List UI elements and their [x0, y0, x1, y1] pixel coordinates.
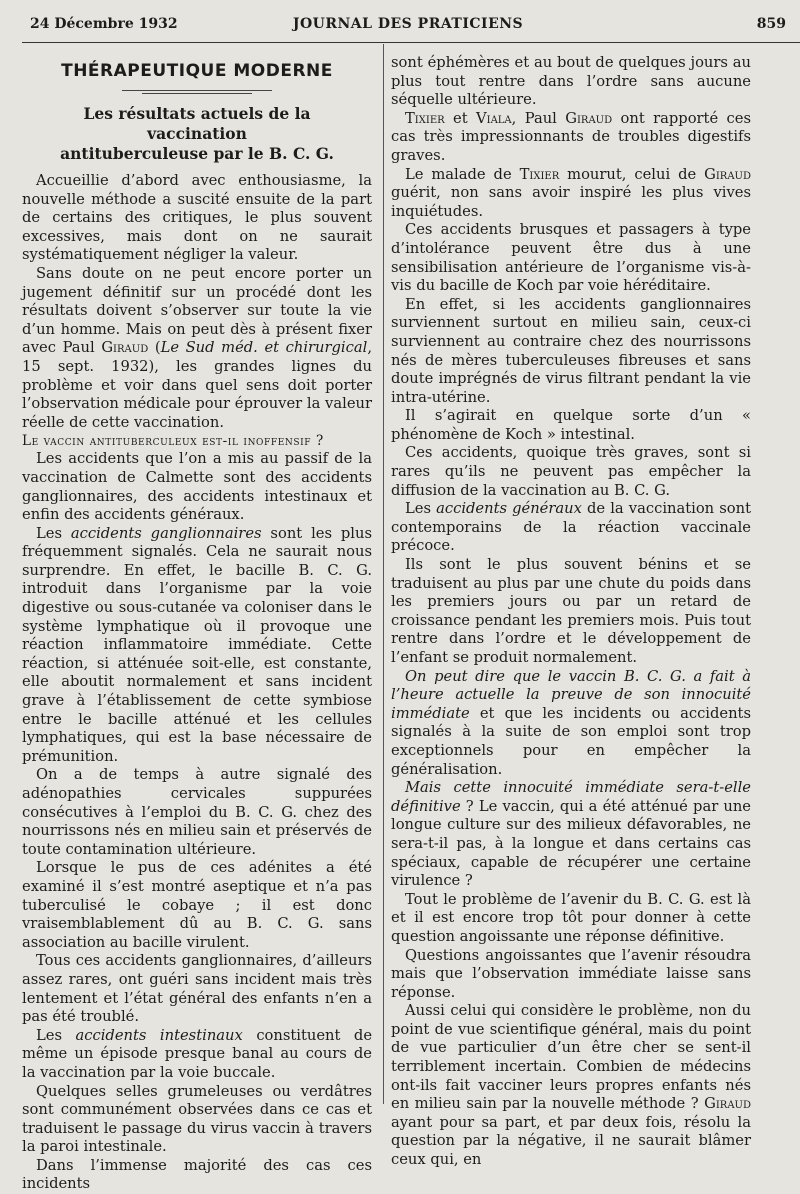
- sub-heading: Le vaccin antituberculeux est-il inoffensif ?: [22, 433, 324, 450]
- running-head: [30, 16, 786, 38]
- header-rule: [22, 42, 800, 43]
- issue-date: 24 Décembre 1932: [30, 16, 178, 32]
- paragraph: Tous ces accidents ganglionnaires, d’ailleurs assez rares, ont guéri sans incident mais très lentement et l’état général des enfants n’en a pas été troublé.: [22, 952, 372, 1026]
- author-name: Giraud: [704, 1095, 751, 1113]
- section-title: THÉRAPEUTIQUE MODERNE: [61, 61, 333, 81]
- paragraph: Ces accidents, quoique très graves, sont si rares qu’ils ne peuvent pas empêcher la diffusion de la vaccination au B. C. G.: [391, 444, 751, 499]
- section-title-rule: [122, 90, 272, 91]
- paragraph: Tout le problème de l’avenir du B. C. G. est là et il est encore trop tôt pour donner à cette question angoissante une réponse définitive.: [391, 890, 751, 945]
- paragraph: Ils sont le plus souvent bénins et se traduisent au plus par une chute du poids dans les premiers jours ou par un retard de croissance pendant les premiers mois. Puis tout rentre dans l’ordre et le développement de l’enfant se produit normalement.: [391, 556, 751, 666]
- paragraph: Aussi celui qui considère le problème, non du point de vue scientifique général, mais du point de vue particulier d’un être cher se sent-il terriblement incertain. Combien de médecins ont-ils fait vacciner leurs propres enfants nés en milieu sain par la nouvelle méthode ? Giraud ayant pour sa part, et par deux fois, résolu la question par la négative, il ne saurait blâmer ceux qui, en: [391, 1002, 751, 1169]
- article-title-line2: antituberculeuse par le B. C. G.: [60, 144, 334, 163]
- paragraph: On a de temps à autre signalé des adénopathies cervicales suppurées consécutives à l’emploi du B. C. G. chez des nourrissons nés en milieu sain et préservés de toute contamination ultérieure.: [22, 766, 372, 858]
- author-name: Giraud: [101, 339, 149, 357]
- page-number: 859: [756, 16, 786, 32]
- article-title: [22, 104, 372, 164]
- paragraph: sont éphémères et au bout de quelques jours au plus tout rentre dans l’ordre sans aucune séquelle ultérieure.: [391, 54, 751, 109]
- paragraph: Le malade de Tixier mourut, celui de Giraud guérit, non sans avoir inspiré les plus vives inquiétudes.: [391, 165, 752, 220]
- paragraph: Les accidents ganglionnaires sont les plus fréquemment signalés. Cela ne saurait nous surprendre. En effet, le bacille B. C. G. introduit dans l’organisme par la voie digestive ou sous-cutanée va coloniser dans le système lymphatique où il provoque une réaction inflammatoire immédiate. Cette réaction, si atténuée soit-elle, est constante, elle aboutit normalement et sans incident grave à l’établissement de cette symbiose entre le bacille atténué et les cellules lymphatiques, qui est la base nécessaire de prémunition.: [22, 524, 372, 765]
- paragraph: Les accidents que l’on a mis au passif de la vaccination de Calmette sont des accidents ganglionnaires, des accidents intestinaux et enfin des accidents généraux.: [22, 450, 372, 524]
- paragraph: Questions angoissantes que l’avenir résoudra mais que l’observation immédiate laisse sans réponse.: [391, 946, 751, 1001]
- paragraph: Ces accidents brusques et passagers à type d’intolérance peuvent être dus à une sensibilisation antérieure de l’organisme vis-à-vis du bacille de Koch par voie héréditaire.: [391, 221, 751, 295]
- paragraph: En effet, si les accidents ganglionnaires surviennent surtout en milieu sain, ceux-ci surviennent au contraire chez des nourrissons nés de mères tuberculeuses fibreuses et sans doute imprégnés de virus filtrant pendant la vie intra-utérine.: [391, 295, 751, 406]
- section-title-rule-short: [142, 93, 252, 94]
- right-column: [391, 54, 751, 1170]
- paragraph: Les accidents intestinaux constituent de même un épisode presque banal au cours de la vaccination par la voie buccale.: [22, 1026, 373, 1081]
- paragraph: Accueillie d’abord avec enthousiasme, la nouvelle méthode a suscité ensuite de la part de certains des critiques, le plus souvent excessives, mais dont on ne saurait systématiquement négliger la valeur.: [22, 172, 372, 264]
- paragraph: Lorsque le pus de ces adénites a été examiné il s’est montré aseptique et n’a pas tuberculisé le cobaye ; il est donc vraisemblablement dû au B. C. G. sans association au bacille virulent.: [22, 859, 372, 951]
- journal-title: JOURNAL DES PRATICIENS: [292, 16, 524, 32]
- paragraph: Il s’agirait en quelque sorte d’un « phénomène de Koch » intestinal.: [391, 407, 751, 443]
- left-column: [22, 54, 372, 1194]
- column-rule: [383, 44, 384, 1104]
- paragraph: Sans doute on ne peut encore porter un jugement définitif sur un procédé dont les résultats doivent s’observer sur toute la vie d’un homme. Mais on peut dès à présent fixer avec Paul Giraud (Le Sud méd. et chirurgical, 15 sept. 1932), les grandes lignes du problème et voir dans quel sens doit porter l’observation médicale pour éprouver la valeur réelle de cette vaccination.: [22, 264, 372, 431]
- paragraph: Mais cette innocuité immédiate sera-t-elle définitive ? Le vaccin, qui a été atténué par une longue culture sur des milieux défavorables, ne sera-t-il pas, à la longue et dans certains cas spéciaux, capable de récupérer une certaine virulence ?: [391, 779, 751, 890]
- article-title-line1: Les résultats actuels de la vaccination: [83, 104, 311, 143]
- paragraph: Tixier et Viala, Paul Giraud ont rapporté ces cas très impressionnants de troubles digestifs graves.: [391, 109, 751, 164]
- paragraph: Les accidents généraux de la vaccination sont contemporains de la réaction vaccinale précoce.: [391, 500, 751, 555]
- paragraph: Quelques selles grumeleuses ou verdâtres sont communément observées dans ce cas et traduisent le passage du virus vaccin à travers la paroi intestinale.: [22, 1082, 372, 1156]
- paragraph: Dans l’immense majorité des cas ces incidents: [22, 1156, 372, 1193]
- paragraph: On peut dire que le vaccin B. C. G. a fait à l’heure actuelle la preuve de son innocuité immédiate et que les incidents ou accidents signalés à la suite de son emploi sont trop exceptionnels pour en empêcher la généralisation.: [391, 667, 751, 778]
- journal-reference: Le Sud méd. et chirurgical: [160, 339, 368, 357]
